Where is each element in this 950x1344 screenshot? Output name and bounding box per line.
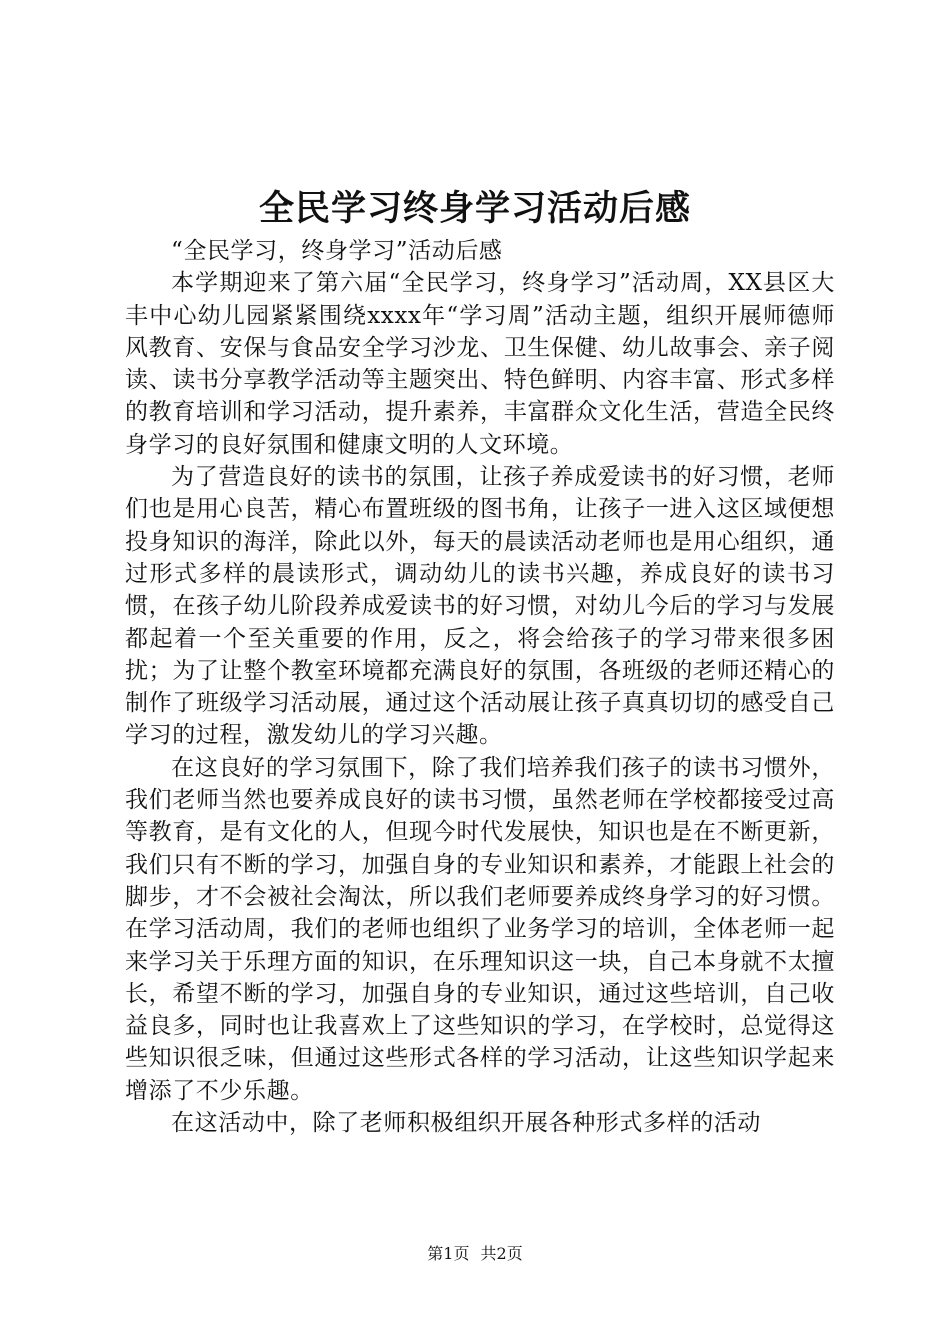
page-number: 第1页 (427, 1244, 470, 1263)
document-body (125, 235, 835, 1139)
body-paragraph: 为了营造良好的读书的氛围，让孩子养成爱读书的好习惯，老师们也是用心良苦，精心布置班级的图书角，让孩子一进入这区域便想投身知识的海洋，除此以外，每天的晨读活动老师也是用心组织，通过形式多样的晨读形式，调动幼儿的读书兴趣，养成良好的读书习惯，在孩子幼儿阶段养成爱读书的好习惯，对幼儿今后的学习与发展都起着一个至关重要的作用，反之，将会给孩子的学习带来很多困扰；为了让整个教室环境都充满良好的氛围，各班级的老师还精心的制作了班级学习活动展，通过这个活动展让孩子真真切切的感受自己学习的过程，激发幼儿的学习兴趣。 (125, 464, 835, 749)
body-paragraph: 在这活动中，除了老师积极组织开展各种形式多样的活动 (171, 1110, 761, 1137)
body-paragraph: 在这良好的学习氛围下，除了我们培养我们孩子的读书习惯外，我们老师当然也要养成良好的读书习惯，虽然老师在学校都接受过高等教育，是有文化的人，但现今时代发展快，知识也是在不断更新，我们只有不断的学习，加强自身的专业知识和素养，才能跟上社会的脚步，才不会被社会淘汰，所以我们老师要养成终身学习的好习惯。在学习活动周，我们的老师也组织了业务学习的培训，全体老师一起来学习关于乐理方面的知识，在乐理知识这一块，自己本身就不太擅长，希望不断的学习，加强自身的专业知识，通过这些培训，自己收益良多，同时也让我喜欢上了这些知识的学习，在学校时，总觉得这些知识很乏味，但通过这些形式各样的学习活动，让这些知识学起来增添了不少乐趣。 (125, 754, 835, 1104)
body-paragraph: 本学期迎来了第六届“全民学习，终身学习”活动周，XX县区大丰中心幼儿园紧紧围绕xxxx年“学习周”活动主题，组织开展师德师风教育、安保与食品安全学习沙龙、卫生保健、幼儿故事会、亲子阅读、读书分享教学活动等主题突出、特色鲜明、内容丰富、形式多样的教育培训和学习活动，提升素养，丰富群众文化生活，营造全民终身学习的良好氛围和健康文明的人文环境。 (125, 270, 835, 458)
body-paragraph: “全民学习，终身学习”活动后感 (171, 238, 503, 264)
page-total: 共2页 (480, 1244, 523, 1263)
document-title: 全民学习终身学习活动后感 (258, 188, 691, 229)
page-footer (0, 1242, 950, 1266)
